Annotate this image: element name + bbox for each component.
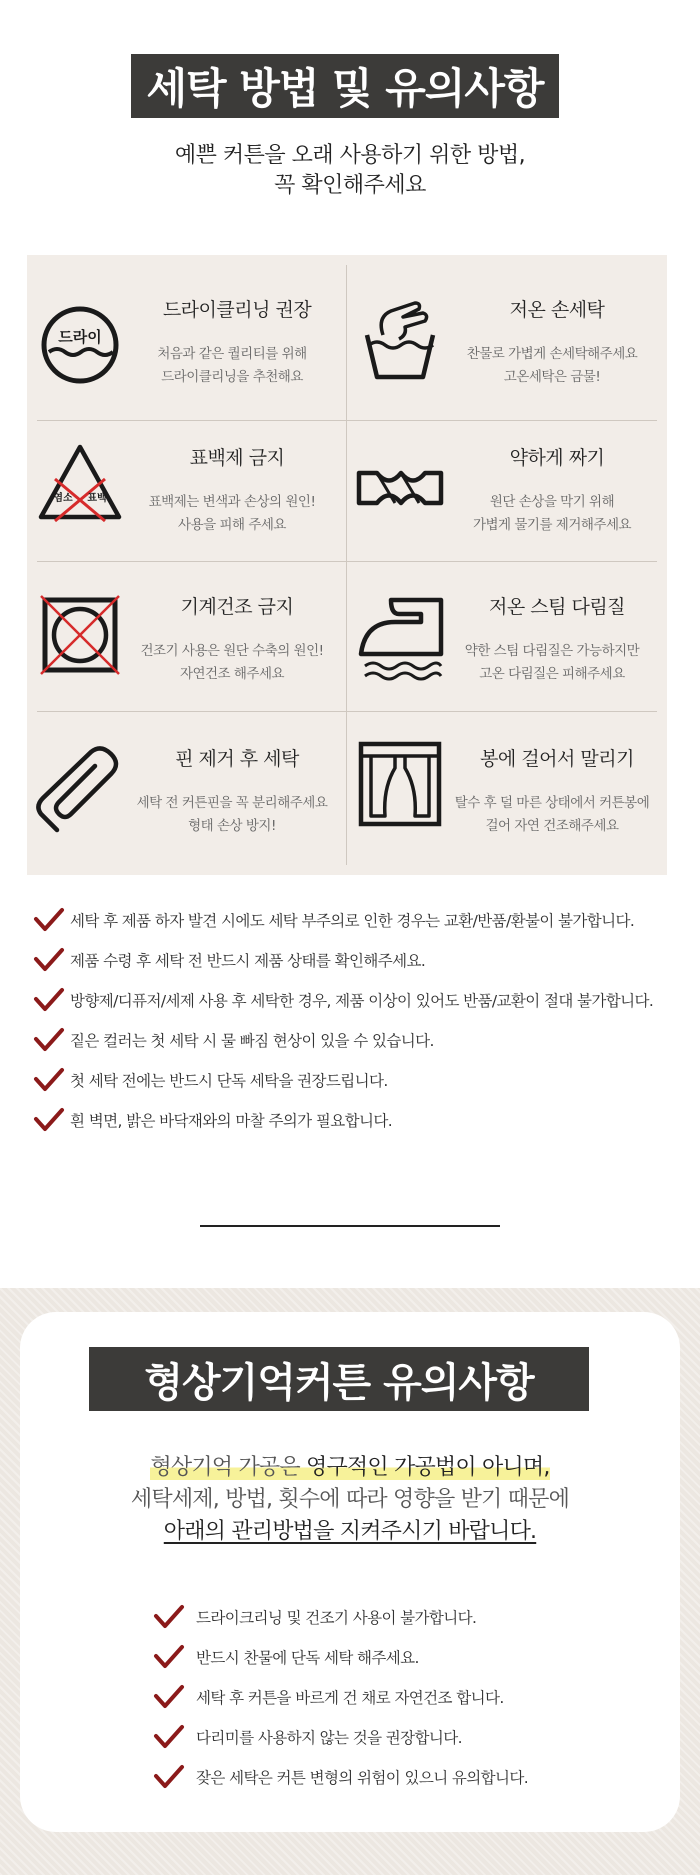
note-text: 세탁 후 커튼을 바르게 건 채로 자연건조 합니다. [196,1689,504,1707]
check-icon [32,945,66,975]
care-title: 봉에 걸어서 말리기 [480,748,634,770]
list-item [32,1060,682,1100]
care-desc-1: 표백제는 변색과 손상의 원인! [148,494,316,510]
check-icon [32,1065,66,1095]
page-title: 세탁 방법 및 유의사항 [131,54,559,118]
care-desc-2: 자연건조 해주세요 [179,666,285,682]
check-icon [152,1762,186,1792]
check-icon [152,1642,186,1672]
check-icon [32,985,66,1015]
note-text: 드라이크리닝 및 건조기 사용이 불가합니다. [196,1609,477,1627]
section-divider [200,1225,500,1227]
care-item-no-bleach [27,421,347,561]
care-item-gentle-wring [347,421,667,561]
no-bleach-icon-label-right: 표백 [87,493,107,504]
note-text: 흰 벽면, 밝은 바닥재와의 마찰 주의가 필요합니다. [70,1112,393,1130]
list-item [32,980,682,1020]
care-grid [27,255,667,875]
care-title: 드라이클리닝 권장 [162,299,312,321]
note-text: 제품 수령 후 세탁 전 반드시 제품 상태를 확인해주세요. [70,952,426,970]
no-bleach-icon-label-left: 염소 [53,493,73,504]
care-desc-1: 처음과 같은 퀄리티를 위해 [157,346,307,362]
care-item-hand-wash [347,255,667,420]
care-desc-1: 탈수 후 덜 마른 상태에서 커튼봉에 [454,795,650,811]
note-text: 첫 세탁 전에는 반드시 단독 세탁을 권장드립니다. [70,1072,388,1090]
care-item-low-steam-iron [347,562,667,711]
care-desc-1: 건조기 사용은 원단 수축의 원인! [140,643,324,659]
list-item [32,900,682,940]
care-desc-1: 약한 스팀 다림질은 가능하지만 [464,643,640,659]
shape-memory-line-2: 세탁세제, 방법, 횟수에 따라 영향을 받기 때문에 [130,1487,570,1512]
care-title: 저온 스팀 다림질 [488,596,626,618]
care-title: 표백제 금지 [189,447,285,469]
check-icon [152,1682,186,1712]
check-icon [32,905,66,935]
hang-curtain-icon [355,738,445,828]
shape-memory-line-1 [0,1450,700,1481]
caution-list [32,900,682,1140]
subtitle-line-1: 예쁜 커튼을 오래 사용하기 위한 방법, [174,143,526,168]
shape-memory-caution-list [152,1597,672,1797]
check-icon [152,1602,186,1632]
paperclip-icon [35,744,125,834]
list-item [152,1637,672,1677]
care-desc-2: 고온세탁은 금물! [503,369,601,385]
care-desc-2: 사용을 피해 주세요 [178,517,286,533]
check-icon [152,1722,186,1752]
care-item-dry-cleaning [27,255,347,420]
care-desc-1: 찬물로 가볍게 손세탁해주세요 [466,346,638,362]
check-icon [32,1105,66,1135]
care-title: 저온 손세탁 [509,299,605,321]
note-text: 잦은 세탁은 커튼 변형의 위험이 있으니 유의합니다. [196,1769,529,1787]
low-steam-iron-icon [355,592,445,682]
care-desc-2: 가볍게 물기를 제거해주세요 [472,517,632,533]
care-item-no-tumble-dry [27,562,347,711]
care-desc-2: 고온 다림질은 피해주세요 [479,666,625,682]
list-item [152,1757,672,1797]
list-item [152,1717,672,1757]
underlined-text: 아래의 관리방법을 지켜주시기 바랍니다. [163,1519,537,1544]
note-text: 세탁 후 제품 하자 발견 시에도 세탁 부주의로 인한 경우는 교환/반품/환불이 불가합니다. [70,912,635,930]
note-text: 반드시 찬물에 단독 세탁 해주세요. [196,1649,419,1667]
shape-memory-title: 형상기억커튼 유의사항 [89,1347,589,1411]
list-item [32,1020,682,1060]
no-tumble-dry-icon [35,592,125,682]
care-desc-2: 걸어 자연 건조해주세요 [485,818,619,834]
list-item [152,1677,672,1717]
dry-cleaning-icon-label: 드라이 [58,328,102,346]
note-text: 방향제/디퓨저/세제 사용 후 세탁한 경우, 제품 이상이 있어도 반품/교환이 절대 불가합니다. [70,992,654,1010]
care-item-remove-pins [27,712,347,875]
highlighted-strong-text: 영구적인 가공법이 아니며, [306,1455,550,1480]
dry-cleaning-icon [35,300,125,390]
care-title: 약하게 짜기 [509,447,605,469]
care-title: 기계건조 금지 [180,596,294,618]
check-icon [32,1025,66,1055]
hand-wash-icon [355,295,445,385]
gentle-wring-icon [355,443,445,533]
note-text: 짙은 컬러는 첫 세탁 시 물 빠짐 현상이 있을 수 있습니다. [70,1032,434,1050]
care-desc-2: 드라이클리닝을 추천해요 [161,369,303,385]
list-item [32,940,682,980]
highlighted-text: 형상기억 가공은 [150,1455,306,1480]
shape-memory-line-3 [0,1514,700,1545]
note-text: 다리미를 사용하지 않는 것을 권장합니다. [196,1729,462,1747]
care-title: 핀 제거 후 세탁 [175,748,299,770]
list-item [152,1597,672,1637]
subtitle-line-2: 꼭 확인해주세요 [274,173,426,198]
list-item [32,1100,682,1140]
care-item-hang-dry [347,712,667,875]
care-desc-2: 형태 손상 방지! [188,818,276,834]
care-desc-1: 세탁 전 커튼핀을 꼭 분리해주세요 [136,795,328,811]
no-bleach-icon [35,439,125,529]
care-desc-1: 원단 손상을 막기 위해 [489,494,615,510]
